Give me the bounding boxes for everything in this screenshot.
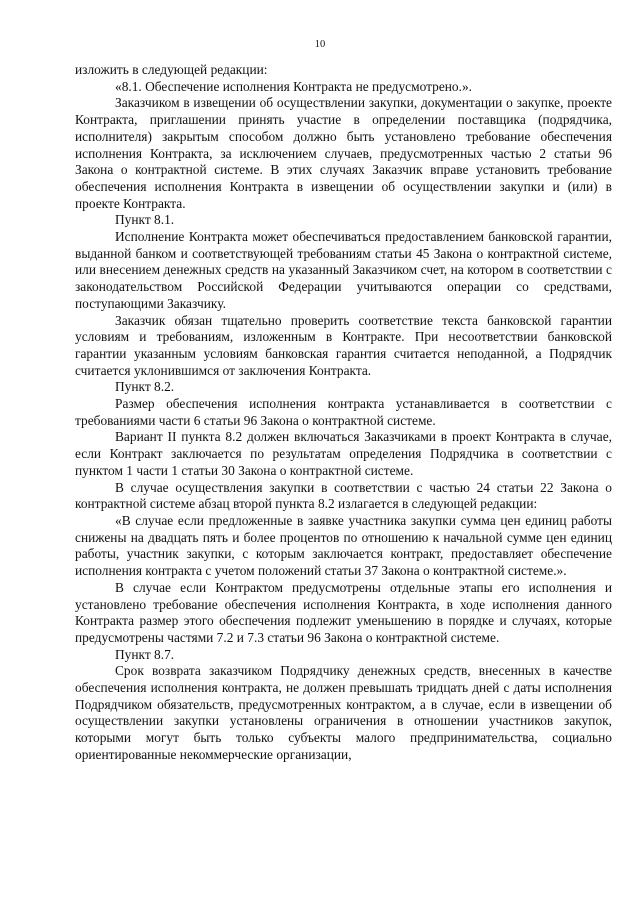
paragraph-bank-guarantee: Исполнение Контракта может обеспечиваться предоставлением банковской гарантии, выданной банком и соответствующей требованиям статьи 45 Закона о контрактной системе, или внесением денежных средств на указанный Заказчиком счет, на котором в соответствии с законодательством Российской Федерации учитываются операции со средствами, поступающими Заказчику. xyxy=(75,229,612,311)
paragraph-clause-8-1-quote: «8.1. Обеспечение исполнения Контракта не предусмотрено.». xyxy=(115,78,473,94)
heading-clause-8-7: Пункт 8.7. xyxy=(115,646,175,662)
paragraph-price-reduction-quote: «В случае если предложенные в заявке участника закупки сумма цен единиц работы снижены на двадцать пять и более процентов по отношению к начальной сумме цен единиц работы, участник закупки, с которым заключается контракт, предоставляет обеспечение исполнения контракта с учетом положений статьи 37 Закона о контрактной системе.». xyxy=(75,512,612,579)
paragraph-guarantee-check: Заказчик обязан тщательно проверить соответствие текста банковской гарантии условиям и требованиям, изложенным в Контракте. При несоответствии банковской гарантии указанным условиям банковская гарантия считается неподанной, а Подрядчик считается уклонившимся от заключения Контракта. xyxy=(75,312,612,378)
page-number: 10 xyxy=(314,39,326,50)
paragraph-article-22-case: В случае осуществления закупки в соответствии с частью 24 статьи 22 Закона о контрактной системе абзац второй пункта 8.2 излагается в следующей редакции: xyxy=(75,479,612,512)
paragraph-security-requirement: Заказчиком в извещении об осуществлении закупки, документации о закупке, проекте Контракта, приглашении принять участие в определении поставщика (подрядчика, исполнителя) закрытым способом должно быть установлено требование обеспечения исполнения Контракта, за исключением случаев, предусмотренных частью 2 статьи 96 Закона о контрактной системе. В этих случаях Заказчик вправе установить требование обеспечения исполнения Контракта в извещении об осуществлении закупки и (или) в проекте Контракта. xyxy=(75,95,612,211)
paragraph-edition-intro: изложить в следующей редакции: xyxy=(75,62,268,77)
paragraph-security-amount: Размер обеспечения исполнения контракта устанавливается в соответствии с требованиями части 6 статьи 96 Закона о контрактной системе. xyxy=(75,396,612,428)
paragraph-stages-reduction: В случае если Контрактом предусмотрены отдельные этапы его исполнения и установлено требование обеспечения исполнения Контракта, в ходе исполнения данного Контракта размер этого обеспечения подлежит уменьшению в порядке и случаях, которые предусмотрены частями 7.2 и 7.3 статьи 96 Закона о контрактной системе. xyxy=(75,579,612,645)
document-body xyxy=(75,62,612,764)
heading-clause-8-2: Пункт 8.2. xyxy=(115,379,175,395)
paragraph-refund-term: Срок возврата заказчиком Подрядчику денежных средств, внесенных в качестве обеспечения исполнения контракта, не должен превышать тридцать дней с даты исполнения Подрядчиком обязательств, предусмотренных контрактом, а в случае, если в извещении об осуществлении закупки установлены ограничения в отношении участников закупок, которыми могут быть только субъекты малого предпринимательства, социально ориентированные некоммерческие организации, xyxy=(75,663,612,762)
paragraph-variant-ii: Вариант II пункта 8.2 должен включаться Заказчиками в проект Контракта в случае, если Контракт заключается по результатам определения Подрядчика в соответствии с пунктом 1 части 1 статьи 30 Закона о контрактной системе. xyxy=(75,429,612,478)
heading-clause-8-1: Пункт 8.1. xyxy=(115,212,175,228)
